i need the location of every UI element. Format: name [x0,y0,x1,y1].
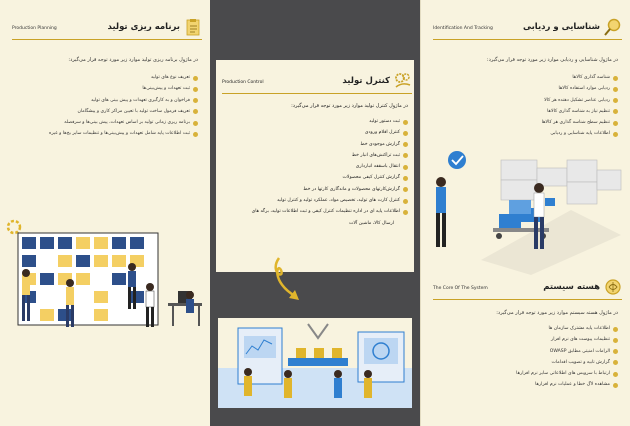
right-header [429,18,622,40]
mid-eng-title: Production Control [222,80,264,85]
list-item: الزامات امنیتی مطابق OWASP [438,349,618,355]
mid-title: کنترل تولید [342,76,390,86]
mid-intro: در ماژول کنترل تولید موارد زیر مورد توجه قرار می‌گیرد: [291,103,408,109]
list-item: ثبت تراکنش‌های انبار خط [228,153,408,159]
core-intro: در ماژول هسته سیستم موارد زیر مورد توجه قرار می‌گیرد: [496,310,618,316]
list-item: گزارش موجودی خط [228,142,408,148]
middle-panel [210,0,420,426]
list-item: ردیابی موارد استفاده کالاها [438,86,618,92]
right-title: شناسایی و ردیابی [523,22,600,32]
warehouse-illustration [421,140,630,275]
list-item: کنترل کارت های تولید، تخصیص مواد، عملکرد تولید و کنترل تولید [228,198,408,204]
factory-illustration [218,318,412,408]
brain-chip-icon [604,278,622,296]
core-eng-title: The Core Of The System [433,286,488,291]
list-item: کنترل اقلام ورودی [228,130,408,136]
list-item: فراخوان و به کارگیری تعهدات و پیش بینی های تولید [18,98,198,104]
list-item: تنظیم نیاز به شناسه گذاری کالاها [438,109,618,115]
swirl-arrow-icon [265,252,325,312]
list-item: اطلاعات پایه مشترک سازمان ها [438,326,618,332]
magnifier-icon [604,18,622,36]
list-item: انتقال با‌سقفه انبارداری [228,164,408,170]
core-list [438,326,618,394]
clipboard-icon [184,18,202,36]
list-item: گزارش کنترل کیفی محصولات [228,175,408,181]
list-item: تنظیم سطح شناسه گذاری هر کالاها [438,120,618,126]
list-item: شناسه گذاری کالاها [438,75,618,81]
left-eng-title: Production Planning [12,26,57,31]
list-item: تنظیمات پیوست های نرم افزار [438,337,618,343]
mid-list [228,119,408,232]
list-item: ثبت اطلاعات پایه شامل تعهدات و پیش‌بینی‌ها و تنظیمات سایر بخ‌ها و غیره [18,131,198,137]
right-panel [420,0,630,426]
gears-hand-icon [394,72,412,90]
list-item: ارتباط با سرویس های اطلاعاتی سایر نرم افزارها [438,371,618,377]
core-title: هسته سیستم [543,282,600,292]
list-item: اطلاعات پایه ای در اداره تنظیمات کنترل کیفی و ثبت اطلاعات تولید، برگه های [228,209,408,215]
mid-header [218,72,412,94]
core-header [429,278,622,300]
list-item: گزارش تابیه و تصویب اقدامات [438,360,618,366]
list-item: برنامه ریزی زمانی تولید بر اساس تعهدات، پیش بینی‌ها و سرفصله [18,120,198,126]
list-item: تعریف فرمول ساخت تولید با تعیین مراکز کاری و پیشگامان [18,109,198,115]
left-panel [0,0,210,426]
right-list [438,75,618,143]
left-intro: در ماژول برنامه ریزی تولید موارد زیر مورد توجه قرار می‌گیرد: [68,57,198,63]
list-item: ثبت دستور تولید [228,119,408,125]
left-header [8,18,202,40]
right-eng-title: Identification And Tracking [433,26,493,31]
list-item: تعریف نوع های تولید [18,75,198,81]
list-item: اطلاعات پایه شناسایی و ردیابی [438,131,618,137]
list-item: ثبت تعهدات و پیش‌بینی‌ها [18,86,198,92]
planning-board-illustration [0,215,210,340]
list-item: ارسال کالا، ماشین آلات [349,220,394,226]
list-item: گزارش‌کارتهای محصولات و ماندگاری کارتها در خط [228,187,408,193]
right-intro: در ماژول شناسایی و ردیابی موارد زیر مورد توجه قرار می‌گیرد: [486,57,618,63]
left-list [18,75,198,143]
list-item: مشاهده لاگ خطا و عملیات نرم افزارها [438,382,618,388]
left-title: برنامه ریزی تولید [107,22,180,32]
list-item: ردیابی عناصر تشکیل دهنده هر کالا [438,98,618,104]
